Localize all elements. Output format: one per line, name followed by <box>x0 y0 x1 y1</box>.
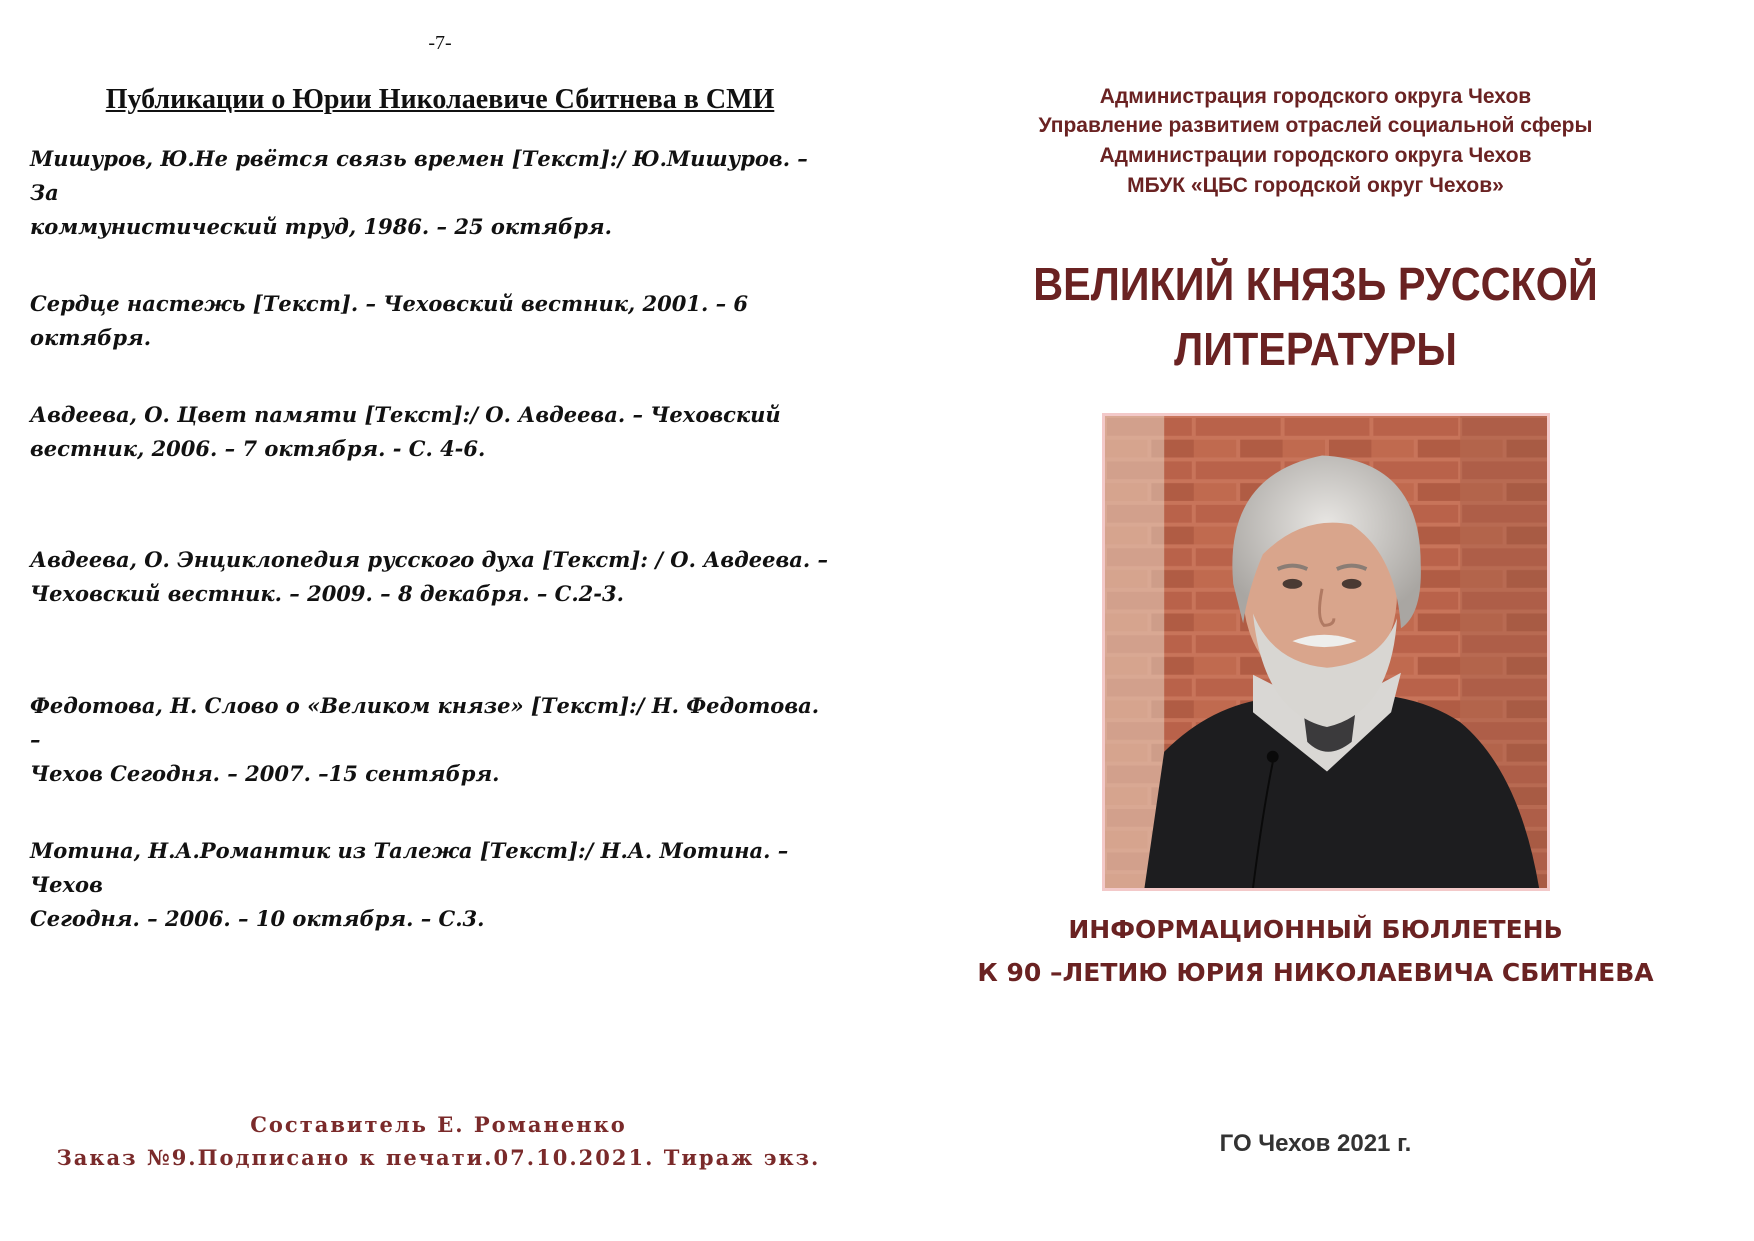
main-title-line-2: ЛИТЕРАТУРЫ <box>1174 323 1457 375</box>
publication-line: вестник, 2006. – 7 октября. - С. 4-6. <box>30 436 486 461</box>
publication-line: Сердце настежь [Текст]. – Чеховский вестник, 2001. – 6 октября. <box>30 291 749 350</box>
publication-line: Чехов Сегодня. – 2007. –15 сентября. <box>30 761 500 786</box>
publication-item <box>30 689 830 791</box>
publication-item <box>30 287 830 355</box>
publication-item <box>30 543 830 611</box>
org-line: Администрации городского округа Чехов <box>1099 144 1532 167</box>
page-number: -7- <box>428 32 452 54</box>
publication-item <box>30 142 830 244</box>
publication-item <box>30 834 830 936</box>
section-heading: Публикации о Юрии Николаевиче Сбитнева в СМИ <box>105 84 775 115</box>
portrait-photo <box>1102 413 1550 891</box>
org-line: Администрация городского округа Чехов <box>1099 85 1532 108</box>
right-page <box>877 0 1754 1241</box>
compiler-line: Составитель Е. Романенко <box>250 1112 627 1137</box>
subtitle-line-1: ИНФОРМАЦИОННЫЙ БЮЛЛЕТЕНЬ <box>1068 915 1563 944</box>
portrait-illustration <box>1105 416 1547 888</box>
publication-line: Авдеева, О. Цвет памяти [Текст]:/ О. Авдеева. – Чеховский <box>30 402 781 427</box>
publication-line: Сегодня. – 2006. – 10 октября. – С.3. <box>30 906 485 931</box>
publication-line: коммунистический труд, 1986. – 25 октября. <box>30 214 612 239</box>
org-line: МБУК «ЦБС городской округ Чехов» <box>1127 174 1504 197</box>
footer-place-year: ГО Чехов 2021 г. <box>1219 1130 1412 1157</box>
publication-line: Федотова, Н. Слово о «Великом князе» [Текст]:/ Н. Федотова. – <box>30 693 820 752</box>
org-line: Управление развитием отраслей социальной сферы <box>1038 114 1593 137</box>
publication-item <box>30 398 830 466</box>
main-title-line-1: ВЕЛИКИЙ КНЯЗЬ РУССКОЙ <box>1033 258 1598 310</box>
subtitle-line-2: К 90 –ЛЕТИЮ ЮРИЯ НИКОЛАЕВИЧА СБИТНЕВА <box>977 958 1654 987</box>
publication-line: Авдеева, О. Энциклопедия русского духа [Текст]: / О. Авдеева. – <box>30 547 828 572</box>
publication-line: Чеховский вестник. – 2009. – 8 декабря. – С.2-3. <box>30 581 624 606</box>
print-info-line: Заказ №9.Подписано к печати.07.10.2021. Тираж экз. <box>56 1145 821 1170</box>
publication-line: Мишуров, Ю.Не рвётся связь времен [Текст]:/ Ю.Мишуров. – За <box>30 146 808 205</box>
publication-line: Мотина, Н.А.Романтик из Талежа [Текст]:/ Н.А. Мотина. – Чехов <box>30 838 789 897</box>
